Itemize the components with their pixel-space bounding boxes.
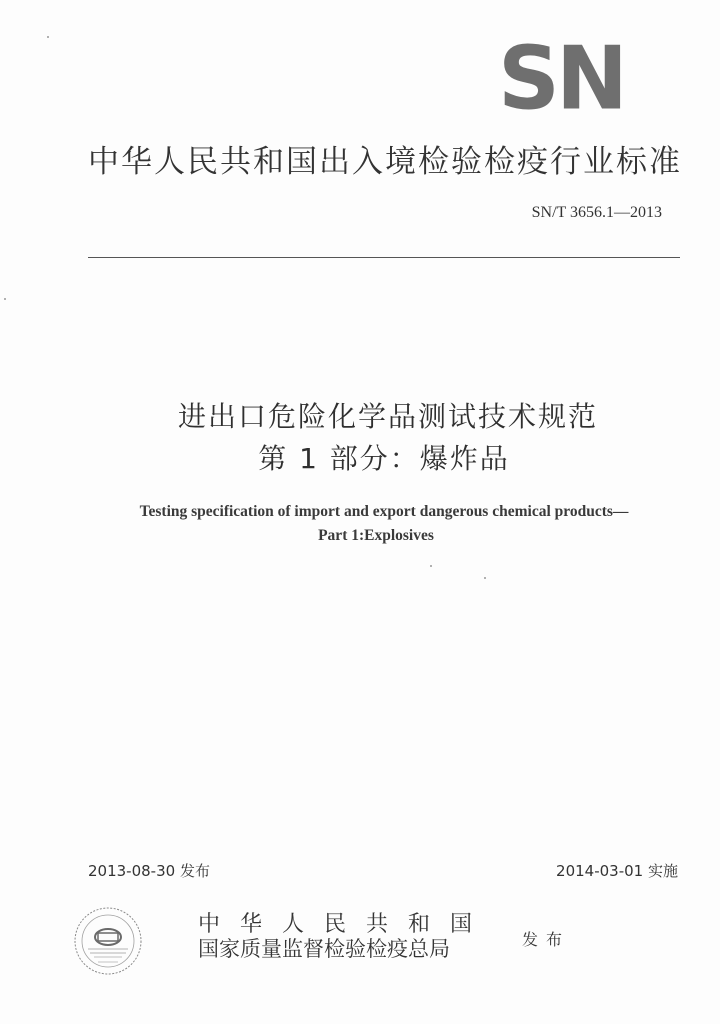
english-title-line2: Part 1:Explosives bbox=[318, 527, 434, 544]
issuing-authority bbox=[198, 912, 508, 962]
header-divider bbox=[88, 257, 680, 258]
issue-date: 2013-08-30 发布 bbox=[88, 862, 210, 880]
scan-speck bbox=[484, 577, 486, 579]
scan-speck bbox=[4, 298, 6, 300]
issuer-country: 中华人民共和国 bbox=[198, 912, 493, 937]
standard-number: SN/T 3656.1—2013 bbox=[531, 204, 662, 221]
scan-speck bbox=[47, 36, 49, 38]
anti-counterfeit-seal-icon bbox=[72, 905, 144, 977]
chinese-title-line2: 第 1 部分：爆炸品 bbox=[258, 442, 510, 475]
sn-logo: SN bbox=[498, 43, 624, 115]
english-title-line1: Testing specification of import and export dangerous chemical products— bbox=[139, 503, 629, 520]
implementation-date: 2014-03-01 实施 bbox=[556, 862, 678, 880]
scan-speck bbox=[430, 565, 432, 567]
industry-standard-title: 中华人民共和国出入境检验检疫行业标准 bbox=[88, 144, 682, 180]
chinese-title-line1: 进出口危险化学品测试技术规范 bbox=[177, 400, 598, 433]
publish-label: 发布 bbox=[522, 930, 571, 949]
issuer-agency: 国家质量监督检验检疫总局 bbox=[198, 937, 450, 961]
